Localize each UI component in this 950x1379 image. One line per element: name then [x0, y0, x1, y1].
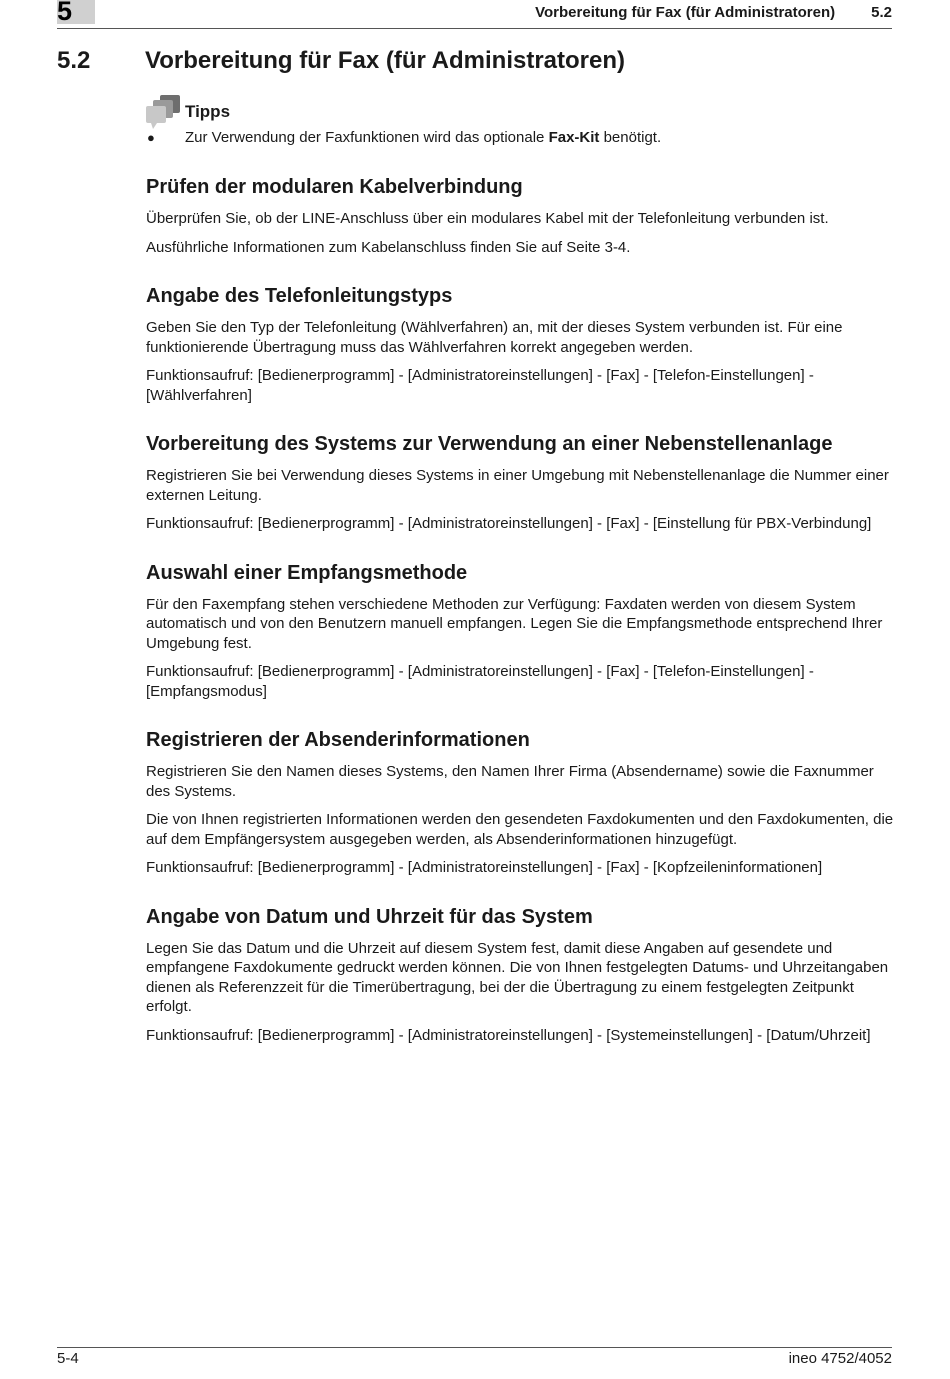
running-header-section: 5.2 — [871, 4, 892, 21]
tip-text-after: benötigt. — [599, 129, 662, 146]
subsection-line-type — [146, 284, 894, 405]
chapter-number: 5 — [57, 0, 73, 26]
subsection-pbx — [146, 432, 894, 534]
subsection-date-time — [146, 905, 894, 1046]
page-number: 5-4 — [57, 1350, 79, 1367]
paragraph: Funktionsaufruf: [Bedienerprogramm] - [Administratoreinstellungen] - [Fax] - [Einstellung für PBX-Verbindung] — [146, 515, 872, 532]
paragraph: Für den Faxempfang stehen verschiedene Methoden zur Verfügung: Faxdaten werden von diesem System automatisch und von den Benutzern manuell empfangen. Legen Sie die Empfangsmethode entsprechend Ihrer Umgebung fest. — [146, 595, 883, 652]
subsection-title: Prüfen der modularen Kabelverbindung — [146, 176, 523, 198]
subsection-title: Auswahl einer Empfangsmethode — [146, 561, 468, 584]
section-title: Vorbereitung für Fax (für Administratoren) — [145, 47, 626, 74]
running-header-title: Vorbereitung für Fax (für Administratoren) — [535, 4, 836, 21]
paragraph: Registrieren Sie bei Verwendung dieses Systems in einer Umgebung mit Nebenstellenanlage die Nummer einer externen Leitung. — [146, 467, 889, 504]
paragraph: Ausführliche Informationen zum Kabelanschluss finden Sie auf Seite 3-4. — [146, 238, 631, 256]
subsection-title: Angabe des Telefonleitungstyps — [146, 285, 453, 307]
tip-text-bold: Fax-Kit — [548, 129, 600, 146]
paragraph: Geben Sie den Typ der Telefonleitung (Wählverfahren) an, mit der dieses System verbunden ist. Für eine funktionierende Übertragung muss das Wählverfahren korrekt angegeben werden. — [146, 319, 843, 356]
product-name: ineo 4752/4052 — [788, 1350, 892, 1367]
paragraph: Überprüfen Sie, ob der LINE-Anschluss über ein modulares Kabel mit der Telefonleitung verbunden ist. — [146, 210, 829, 227]
footer-divider — [57, 1347, 892, 1348]
subsection-sender-info — [146, 728, 894, 878]
tip-text — [185, 129, 661, 146]
paragraph: Die von Ihnen registrierten Informationen werden den gesendeten Faxdokumenten und den Faxdokumenten, die auf dem Empfängersystem ausgegeben werden, als Absenderinformationen hinzugefügt. — [146, 811, 894, 848]
paragraph: Funktionsaufruf: [Bedienerprogramm] - [Administratoreinstellungen] - [Fax] - [Kopfzeileninformationen] — [146, 859, 823, 876]
paragraph: Legen Sie das Datum und die Uhrzeit auf diesem System fest, damit diese Angaben auf gesendete und empfangene Faxdokumente gedruckt werden können. Die von Ihnen festgelegten Datums- und Uhrzeitangaben dienen als Referenzzeit für die Timerübertragung, bei der die Übertragung zu einem festgelegten Zeitpunkt erfolgt. — [146, 939, 889, 1015]
paragraph: Registrieren Sie den Namen dieses Systems, den Namen Ihrer Firma (Absendername) sowie die Faxnummer des Systems. — [146, 763, 874, 800]
section-heading — [57, 47, 625, 75]
subsection-title: Vorbereitung des Systems zur Verwendung an einer Nebenstellenanlage — [146, 433, 833, 455]
tips-label: Tipps — [185, 102, 231, 121]
tip-bullet: ● — [147, 130, 155, 145]
subsection-receive-method — [146, 561, 894, 702]
main-content — [146, 175, 894, 1072]
paragraph: Funktionsaufruf: [Bedienerprogramm] - [Administratoreinstellungen] - [Fax] - [Telefon-Einstellungen] - [Wählverfahren] — [146, 367, 814, 404]
subsection-title: Registrieren der Absenderinformationen — [146, 729, 530, 751]
subsection-cable-check — [146, 175, 894, 257]
running-header — [535, 4, 892, 21]
tip-text-before: Zur Verwendung der Faxfunktionen wird das optionale — [185, 129, 549, 146]
tips-icon — [146, 95, 182, 129]
paragraph: Funktionsaufruf: [Bedienerprogramm] - [Administratoreinstellungen] - [Systemeinstellungen] - [Datum/Uhrzeit] — [146, 1026, 871, 1044]
subsection-title: Angabe von Datum und Uhrzeit für das System — [146, 905, 593, 928]
section-number: 5.2 — [57, 47, 91, 74]
header-divider — [57, 28, 892, 29]
paragraph: Funktionsaufruf: [Bedienerprogramm] - [Administratoreinstellungen] - [Fax] - [Telefon-Einstellungen] - [Empfangsmodus] — [146, 663, 814, 700]
